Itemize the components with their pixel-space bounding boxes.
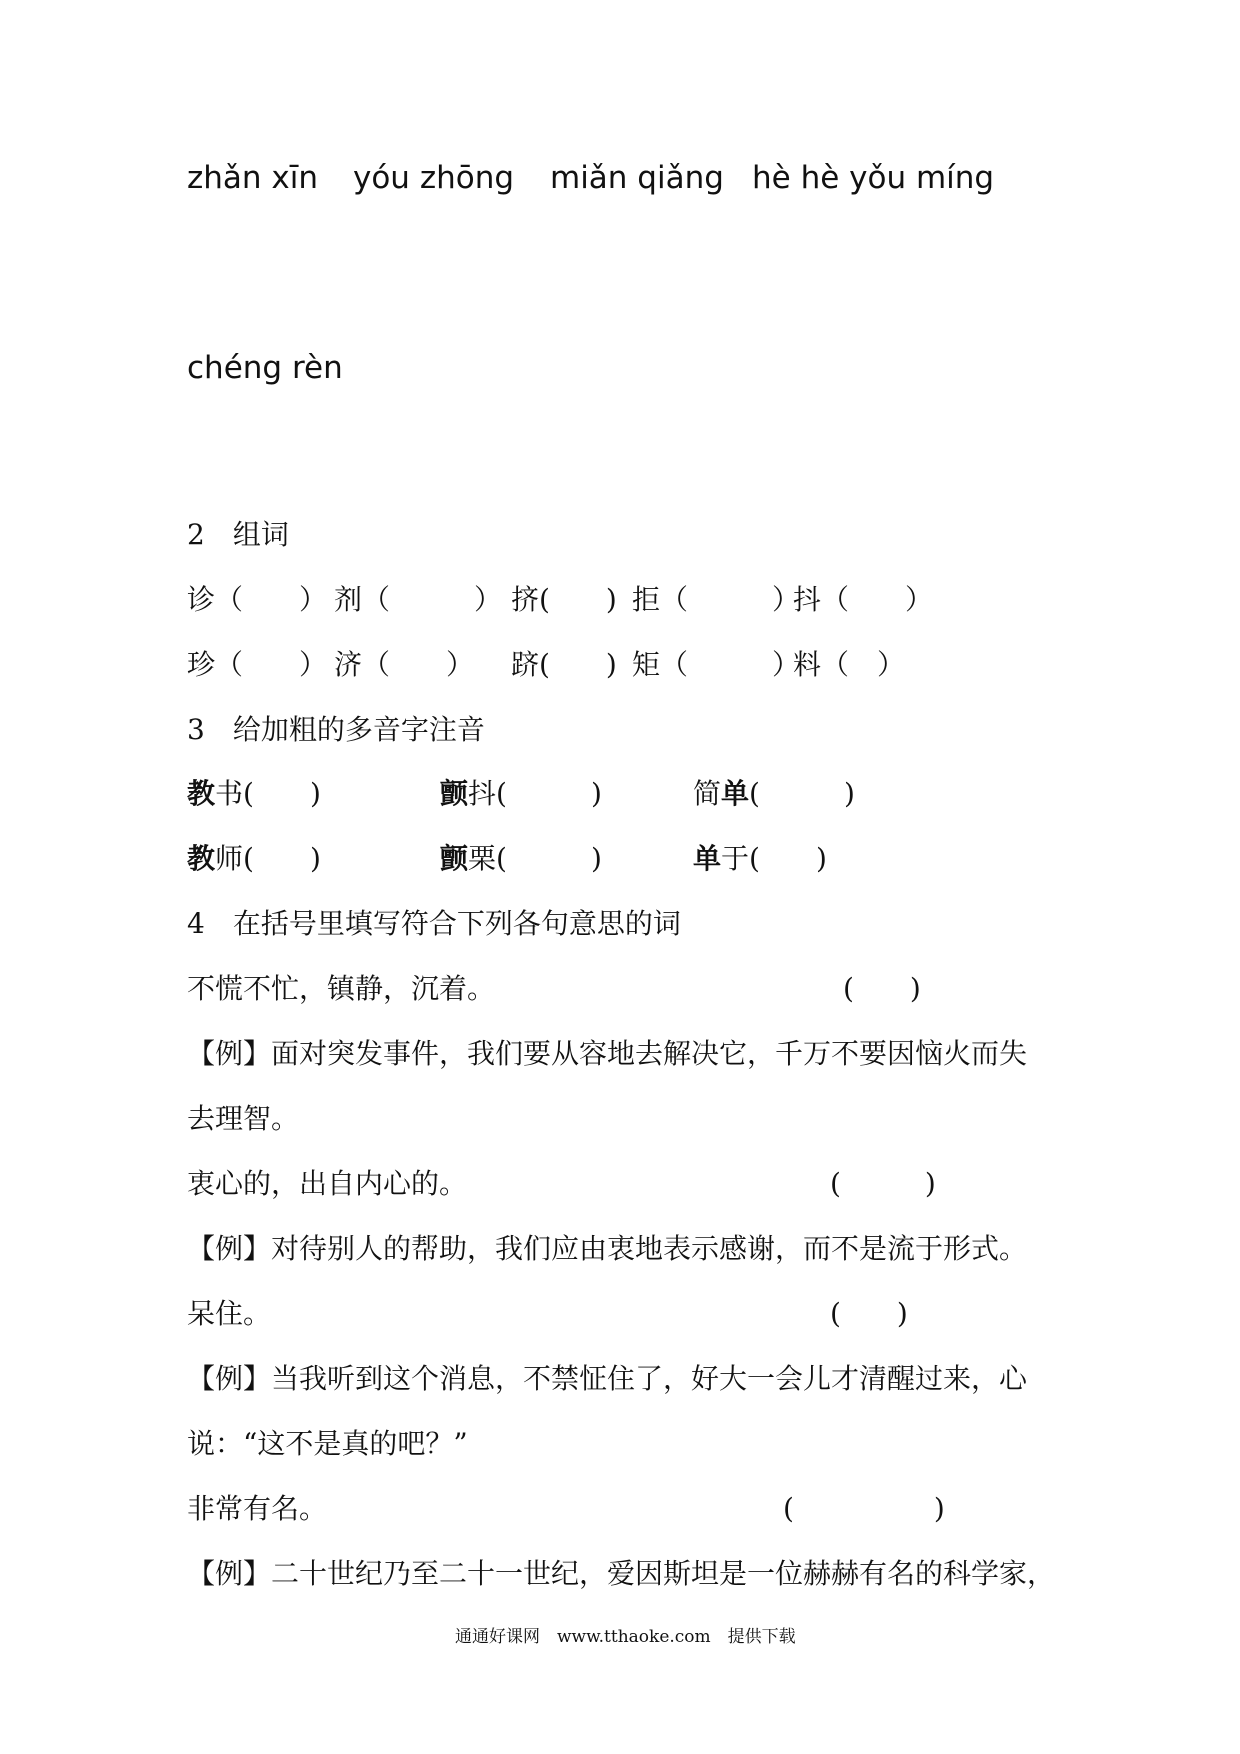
section-4-title: 4 在括号里填写符合下列各句意思的词 xyxy=(187,907,681,940)
q2-definition: 衷心的，出自内心的。 xyxy=(187,1167,468,1200)
polyphone-zhanli xyxy=(440,837,602,877)
word-dou: 抖（ ） xyxy=(793,583,934,616)
bold-char: 教 xyxy=(187,777,216,810)
rest: 抖( ) xyxy=(468,777,602,810)
pinyin-hehe-youming: hè hè yǒu míng xyxy=(752,160,995,196)
rest: 师( ) xyxy=(215,842,321,875)
word-ju2: 矩（ ） xyxy=(632,648,801,681)
word-ji: 剂（ ） xyxy=(334,583,503,616)
q2-blank: ( ) xyxy=(830,1167,936,1200)
word-ji2: 挤( ) xyxy=(511,583,617,616)
q3-blank: ( ) xyxy=(830,1297,908,1330)
word-ju: 拒（ ） xyxy=(632,583,801,616)
polyphone-jiaoshu xyxy=(187,772,321,812)
polyphone-chandou xyxy=(440,772,602,812)
polyphone-chanyu xyxy=(693,837,827,877)
q1-example-line2: 去理智。 xyxy=(187,1102,300,1135)
prefix: 简 xyxy=(693,777,722,810)
q1-definition: 不慌不忙，镇静，沉着。 xyxy=(187,972,496,1005)
rest: 书( ) xyxy=(215,777,321,810)
section-2-title: 2 组词 xyxy=(187,518,289,551)
q2-example-line1: 【例】对待别人的帮助，我们应由衷地表示感谢，而不是流于形式。 xyxy=(187,1232,1028,1265)
q1-blank: ( ) xyxy=(843,972,921,1005)
bold-char: 颤 xyxy=(440,842,469,875)
word-ji3: 济（ ） xyxy=(334,648,475,681)
rest: 于( ) xyxy=(721,842,827,875)
q3-example-line2: 说：“这不是真的吧？” xyxy=(187,1427,468,1460)
section-3-title: 3 给加粗的多音字注音 xyxy=(187,713,485,746)
polyphone-jiandan xyxy=(693,772,855,812)
footer-credit: 通通好课网 www.tthaoke.com 提供下载 xyxy=(455,1627,796,1647)
q4-example-line1: 【例】二十世纪乃至二十一世纪，爱因斯坦是一位赫赫有名的科学家， xyxy=(187,1557,1056,1590)
bold-char: 颤 xyxy=(440,777,469,810)
pinyin-mianqiang: miǎn qiǎng xyxy=(550,160,724,196)
bold-char: 单 xyxy=(693,842,722,875)
bold-char: 单 xyxy=(721,777,750,810)
word-zhen2: 珍（ ） xyxy=(187,648,328,681)
q3-definition: 呆住。 xyxy=(187,1297,272,1330)
q4-blank: ( ) xyxy=(783,1492,945,1525)
q1-example-line1: 【例】面对突发事件，我们要从容地去解决它，千万不要因恼火而失 xyxy=(187,1037,1028,1070)
rest: 栗( ) xyxy=(468,842,602,875)
rest: ( ) xyxy=(749,777,855,810)
word-ji4: 跻( ) xyxy=(511,648,617,681)
q4-definition: 非常有名。 xyxy=(187,1492,328,1525)
word-liao: 料（ ） xyxy=(793,648,906,681)
pinyin-youzhong: yóu zhōng xyxy=(353,160,515,196)
pinyin-zhanxin: zhǎn xīn xyxy=(187,160,319,196)
word-zhen: 诊（ ） xyxy=(187,583,328,616)
q3-example-line1: 【例】当我听到这个消息，不禁怔住了，好大一会儿才清醒过来，心 xyxy=(187,1362,1028,1395)
bold-char: 教 xyxy=(187,842,216,875)
pinyin-chengren: chéng rèn xyxy=(187,350,343,386)
polyphone-jiaoshi xyxy=(187,837,321,877)
